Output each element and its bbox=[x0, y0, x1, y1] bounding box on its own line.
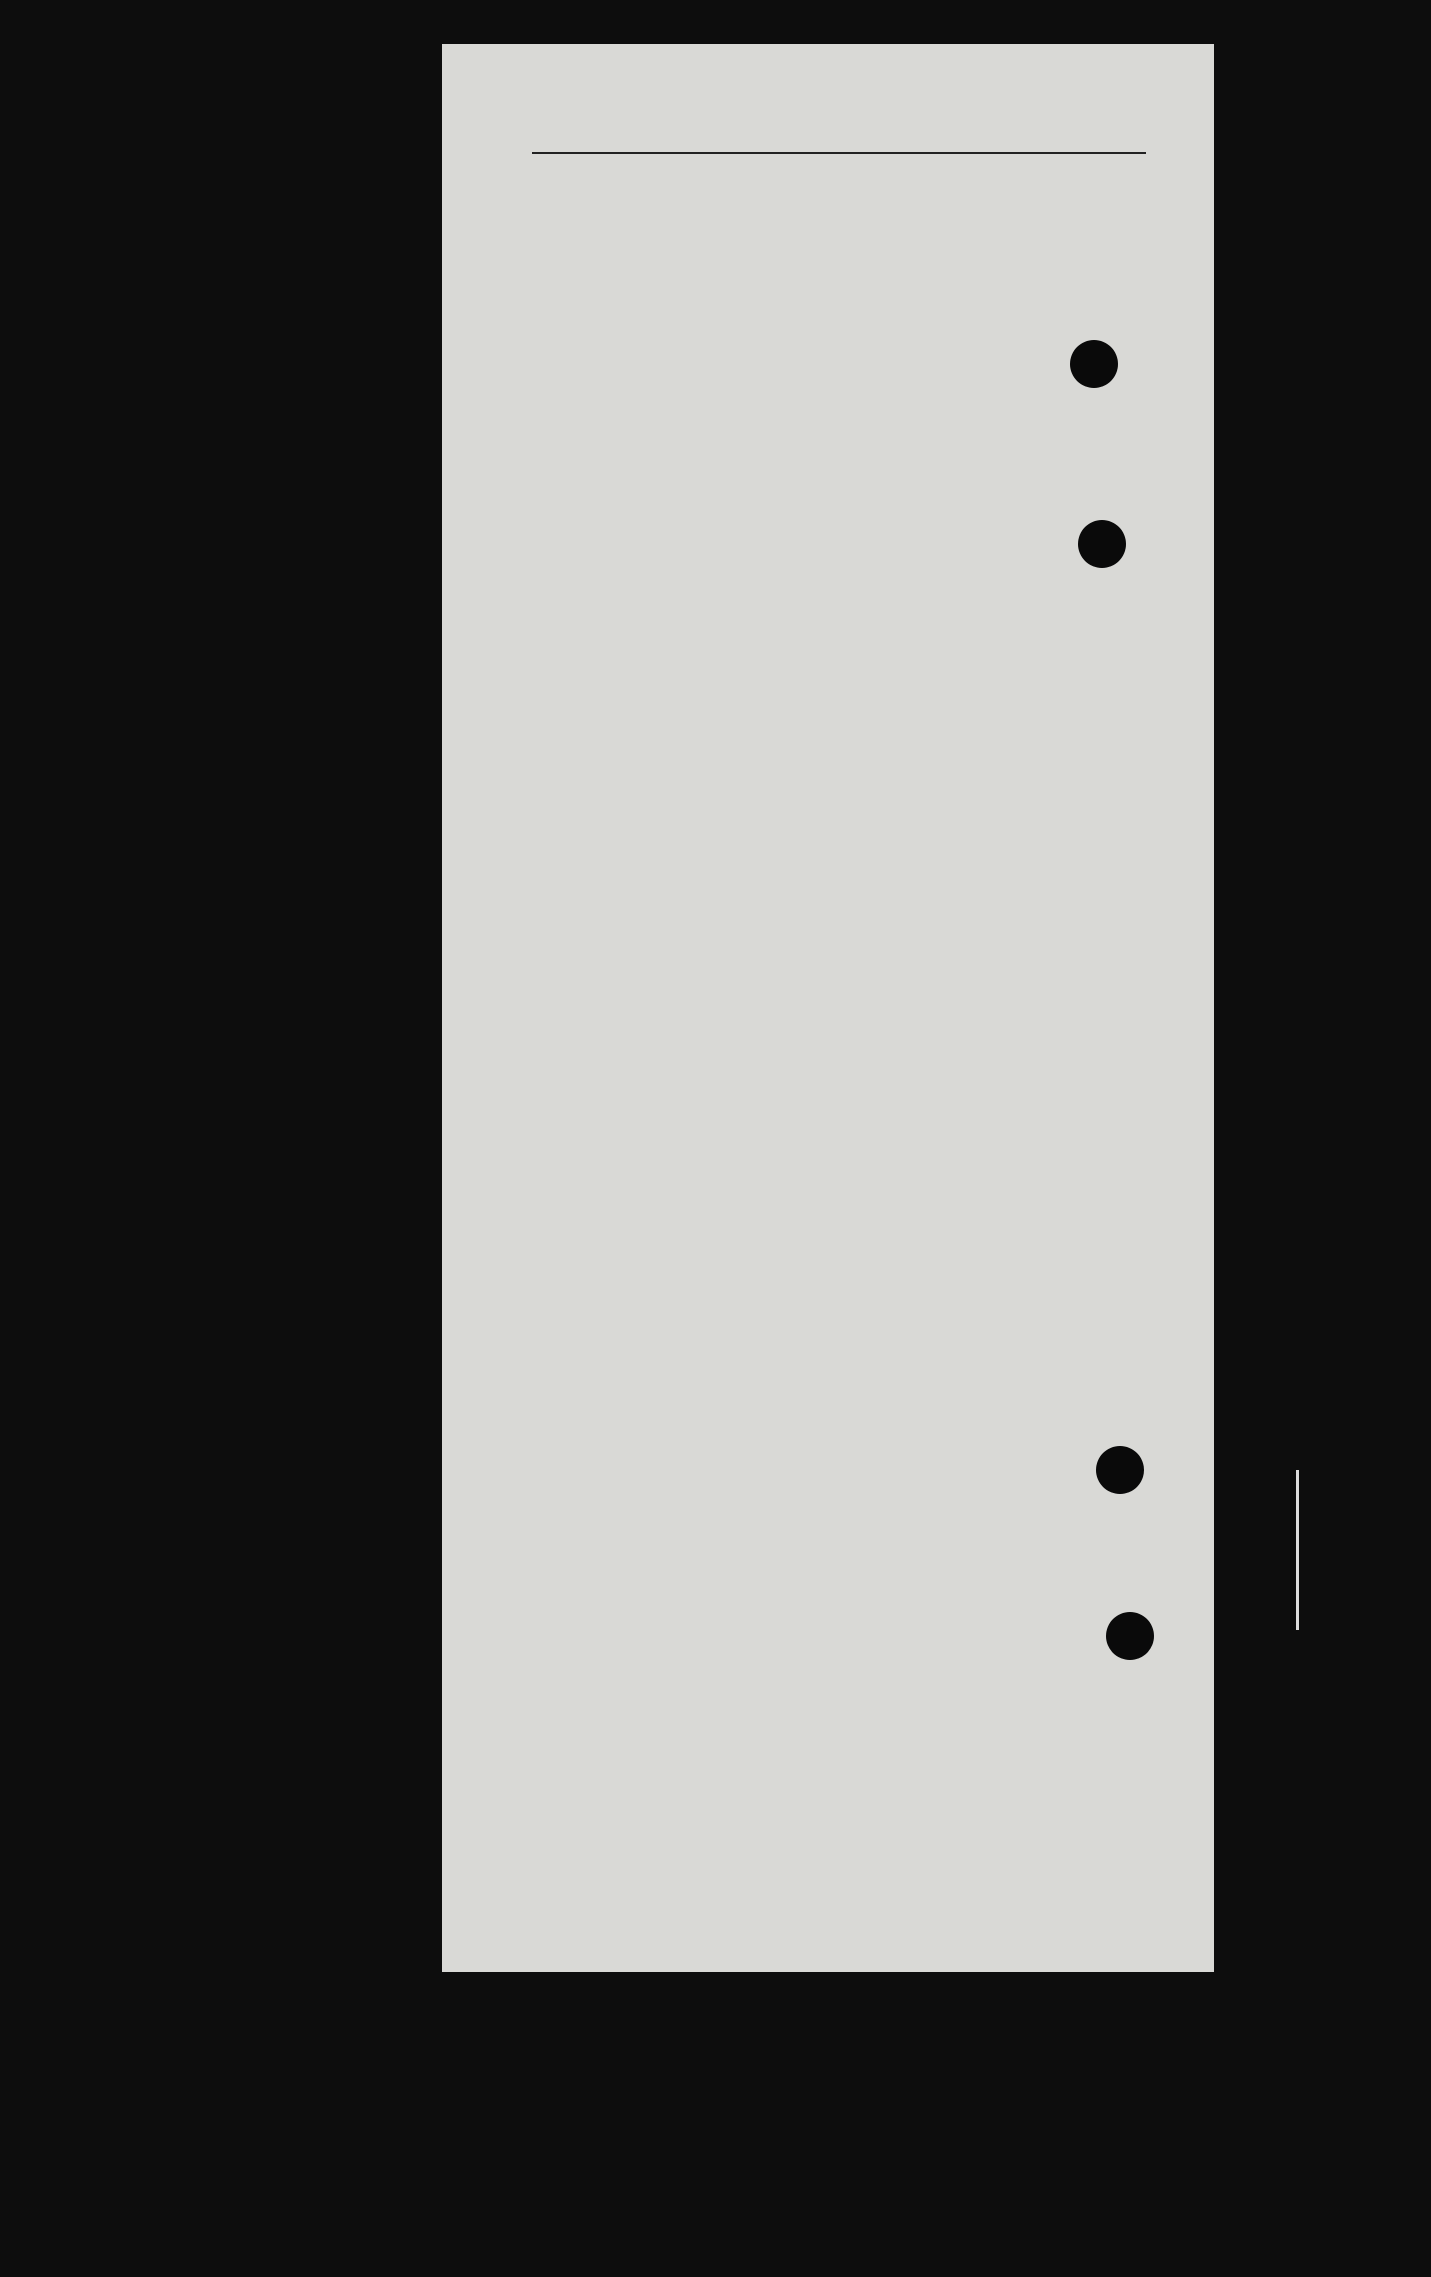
document-page bbox=[442, 44, 1214, 1972]
film-scratch bbox=[1296, 1470, 1299, 1630]
punch-hole bbox=[1078, 520, 1126, 568]
punch-hole bbox=[1096, 1446, 1144, 1494]
punch-hole bbox=[1106, 1612, 1154, 1660]
punch-hole bbox=[1070, 340, 1118, 388]
footnote-divider bbox=[532, 152, 1146, 154]
